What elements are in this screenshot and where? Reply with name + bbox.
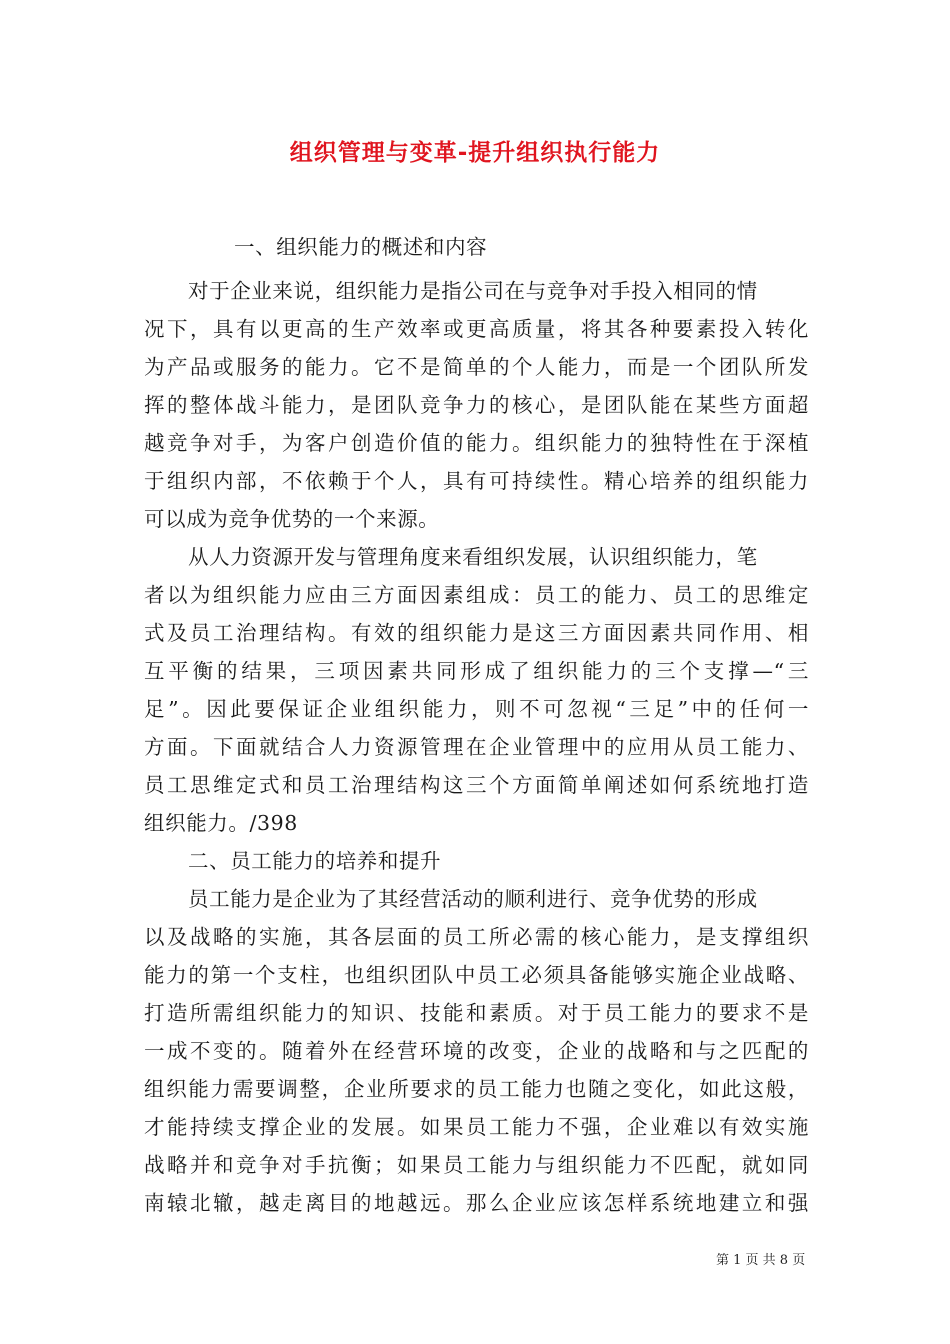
paragraph-line: 者以为组织能力应由三方面因素组成：员工的能力、员工的思维定 [144,583,809,607]
document-title: 组织管理与变革-提升组织执行能力 [289,140,661,166]
paragraph-line: 员工能力是企业为了其经营活动的顺利进行、竞争优势的形成 [188,887,758,911]
section-heading-2: 二、员工能力的培养和提升 [188,849,442,873]
paragraph-line: 一成不变的。随着外在经营环境的改变，企业的战略和与之匹配的 [144,1039,809,1063]
paragraph-line: 南辕北辙，越走离目的地越远。那么企业应该怎样系统地建立和强 [144,1191,809,1215]
section-heading-1: 一、组织能力的概述和内容 [234,235,488,259]
paragraph-line: 越竞争对手，为客户创造价值的能力。组织能力的独特性在于深植 [144,431,809,455]
paragraph-line: 互平衡的结果，三项因素共同形成了组织能力的三个支撑—“三 [144,659,809,683]
paragraph-line: 对于企业来说，组织能力是指公司在与竞争对手投入相同的情 [188,279,758,303]
paragraph-line: 式及员工治理结构。有效的组织能力是这三方面因素共同作用、相 [144,621,809,645]
paragraph-line: 从人力资源开发与管理角度来看组织发展，认识组织能力，笔 [188,545,758,569]
paragraph-line: 组织能力需要调整，企业所要求的员工能力也随之变化，如此这般， [144,1077,809,1101]
paragraph-line: 方面。下面就结合人力资源管理在企业管理中的应用从员工能力、 [144,735,809,759]
paragraph-line: 足”。因此要保证企业组织能力，则不可忽视“三足”中的任何一 [144,697,809,721]
paragraph-line: 员工思维定式和员工治理结构这三个方面简单阐述如何系统地打造 [144,773,809,797]
paragraph-line: 况下，具有以更高的生产效率或更高质量，将其各种要素投入转化 [144,317,809,341]
paragraph-line: 战略并和竞争对手抗衡；如果员工能力与组织能力不匹配，就如同 [144,1153,809,1177]
page-number: 第 1 页 共 8 页 [716,1253,806,1268]
paragraph-line: 挥的整体战斗能力，是团队竞争力的核心，是团队能在某些方面超 [144,393,809,417]
paragraph-line: 于组织内部，不依赖于个人，具有可持续性。精心培养的组织能力 [144,469,809,493]
paragraph-line: 打造所需组织能力的知识、技能和素质。对于员工能力的要求不是 [144,1001,809,1025]
paragraph-line: 可以成为竞争优势的一个来源。 [144,507,440,531]
paragraph-line: 才能持续支撑企业的发展。如果员工能力不强，企业难以有效实施 [144,1115,809,1139]
paragraph-line: 能力的第一个支柱，也组织团队中员工必须具备能够实施企业战略、 [144,963,809,987]
paragraph-line: 组织能力。/398 [144,811,298,835]
paragraph-line: 以及战略的实施，其各层面的员工所必需的核心能力，是支撑组织 [144,925,809,949]
paragraph-line: 为产品或服务的能力。它不是简单的个人能力，而是一个团队所发 [144,355,809,379]
